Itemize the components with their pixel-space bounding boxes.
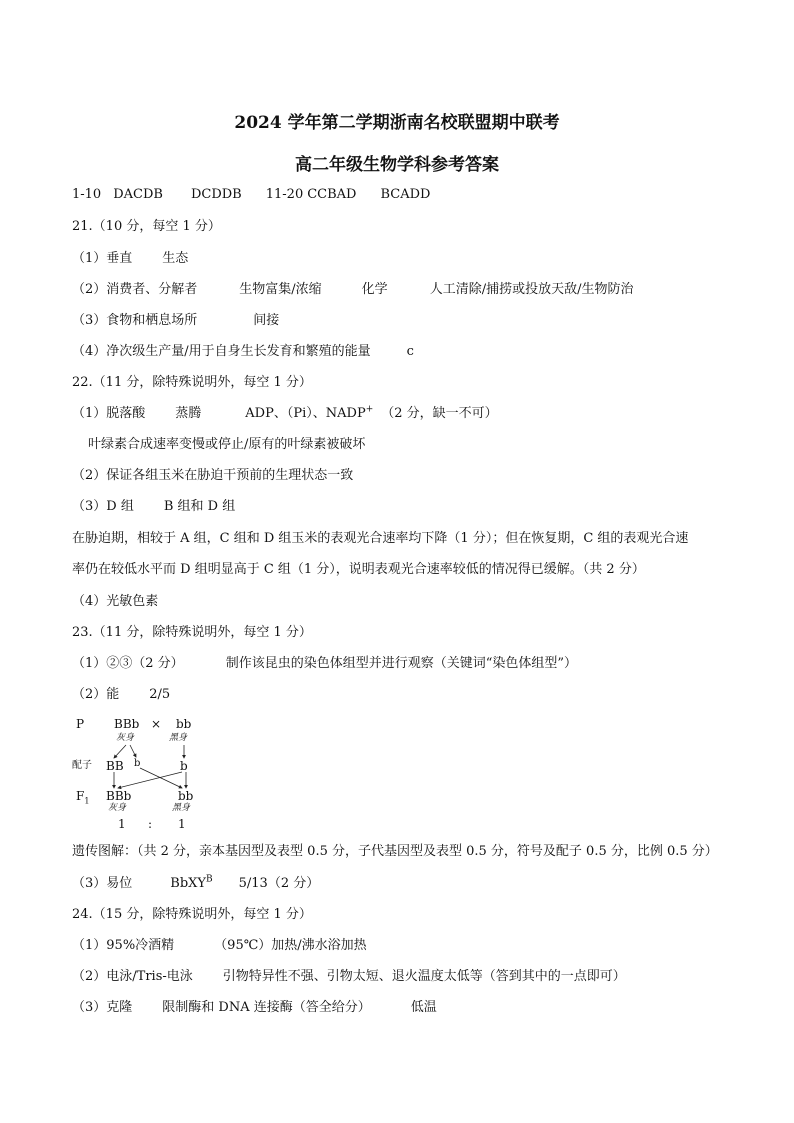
f1-label-subscript: 1 xyxy=(84,796,90,806)
q21-heading: 21.（10 分，每空 1 分） xyxy=(72,219,221,234)
p-label: P xyxy=(76,717,85,731)
q23-1-answer-a: （1）②③（2 分） xyxy=(72,656,184,671)
nadp-superscript: + xyxy=(365,404,374,415)
q23-3-answer-a: （3）易位 xyxy=(72,876,133,891)
q24-heading: 24.（15 分，除特殊说明外，每空 1 分） xyxy=(72,907,312,922)
q23-heading: 23.（11 分，除特殊说明外，每空 1 分） xyxy=(72,625,312,640)
parent-1-phenotype: 灰身 xyxy=(116,733,135,743)
gamete-b-1: b xyxy=(134,758,141,769)
q22-1-answer-a: （1）脱落酸 xyxy=(72,406,146,421)
q24-part1 xyxy=(72,937,367,955)
offspring-1-genotype: BBb xyxy=(106,789,132,803)
range-11-20: 11-20 xyxy=(265,187,304,202)
gamete-b-2: b xyxy=(180,759,188,773)
q21-part3 xyxy=(72,312,279,330)
q24-2-answer-a: （2）电泳/Tris-电泳 xyxy=(72,969,193,984)
q22-3-answer-b: B 组和 D 组 xyxy=(163,499,236,514)
arrow-b-cross-1 xyxy=(140,768,182,788)
q24-3-answer-b: 限制酶和 DNA 连接酶（答全给分） xyxy=(162,1000,371,1015)
q22-3-answer-a: （3）D 组 xyxy=(72,499,134,514)
arrow-b-cross-2 xyxy=(118,772,182,788)
ratio-2: 1 xyxy=(178,817,186,831)
q23-part2 xyxy=(72,686,170,704)
q24-3-answer-c: 低温 xyxy=(410,1000,437,1015)
q23-1-answer-b: 制作该昆虫的染色体组型并进行观察（关键词“染色体组型”） xyxy=(225,656,577,671)
q21-2-answer-a: （2）消费者、分解者 xyxy=(72,282,198,297)
q22-part2: （2）保证各组玉米在胁迫干预前的生理状态一致 xyxy=(72,468,354,483)
q24-part3 xyxy=(72,999,437,1017)
range-1-10: 1-10 xyxy=(72,187,102,202)
q23-3-answer-c: 5/13（2 分） xyxy=(238,876,320,891)
q21-part2 xyxy=(72,281,633,299)
ratio-1: 1 xyxy=(118,817,126,831)
answers-11-15: CCBAD xyxy=(307,187,357,202)
q22-1-answer-c: ADP、（Pi）、NADP xyxy=(245,406,366,421)
q24-part2 xyxy=(72,968,626,986)
q21-3-answer-a: （3）食物和栖息场所 xyxy=(72,313,198,328)
answers-6-10: DCDDB xyxy=(190,187,242,202)
q23-3-answer-b: BbXY xyxy=(170,876,206,891)
q22-part1 xyxy=(72,405,498,423)
q24-1-answer-b: （95℃）加热/沸水浴加热 xyxy=(214,938,367,953)
page-subtitle: 高二年级生物学科参考答案 xyxy=(295,155,499,175)
arrow-parent1-b xyxy=(130,745,136,757)
q22-explanation-line2: 率仍在较低水平而 D 组明显高于 C 组（1 分），说明表观光合速率较低的情况得已缓解。（共 2 分） xyxy=(72,562,645,577)
parent-2-phenotype: 黑身 xyxy=(169,733,188,743)
q22-explanation-line1: 在胁迫期，相较于 A 组，C 组和 D 组玉米的表观光合速率均下降（1 分）；但在恢复期，C 组的表观光合速 xyxy=(72,531,689,546)
q23-diagram-scoring: 遗传图解：（共 2 分，亲本基因型及表型 0.5 分，子代基因型及表型 0.5 分，符号及配子 0.5 分，比例 0.5 分） xyxy=(72,844,718,859)
q21-4-answer-a: （4）净次级生产量/用于自身生长发育和繁殖的能量 xyxy=(72,344,371,359)
cross-symbol: × xyxy=(151,717,162,731)
q21-1-answer-b: 生态 xyxy=(162,251,189,266)
parent-1-genotype: BBb xyxy=(114,717,140,731)
gamete-bb: BB xyxy=(106,759,124,773)
q21-part4 xyxy=(72,343,414,361)
q23-part3 xyxy=(72,875,319,893)
offspring-2-genotype: bb xyxy=(178,789,194,803)
page-title: 2024 学年第二学期浙南名校联盟期中联考 xyxy=(234,113,560,133)
q24-3-answer-a: （3）克隆 xyxy=(72,1000,133,1015)
cross-lines xyxy=(70,712,210,832)
arrow-parent1-bb xyxy=(114,745,126,758)
answers-1-5: DACDB xyxy=(113,187,163,202)
q24-2-answer-b: 引物特异性不强、引物太短、退火温度太低等（答到其中的一点即可） xyxy=(222,969,626,984)
q22-part4: （4）光敏色素 xyxy=(72,594,159,609)
q21-3-answer-b: 间接 xyxy=(253,313,280,328)
choice-answers xyxy=(72,186,430,204)
ratio-separator: : xyxy=(148,817,153,831)
q21-2-answer-b: 生物富集/浓缩 xyxy=(239,282,322,297)
q21-part1 xyxy=(72,250,188,268)
gamete-label: 配子 xyxy=(72,760,92,771)
q21-4-answer-b: c xyxy=(406,344,414,359)
q23-2-answer-a: （2）能 xyxy=(72,687,120,702)
f1-label-text: F xyxy=(76,789,85,803)
q22-heading: 22.（11 分，除特殊说明外，每空 1 分） xyxy=(72,375,312,390)
genetic-cross-diagram xyxy=(70,712,210,832)
q22-1-note: （2 分，缺一不可） xyxy=(381,406,498,421)
offspring-2-phenotype: 黑身 xyxy=(172,803,191,813)
q21-1-answer-a: （1）垂直 xyxy=(72,251,133,266)
q22-1-answer-b: 蒸腾 xyxy=(175,406,202,421)
q24-1-answer-a: （1）95%冷酒精 xyxy=(72,938,175,953)
q21-2-answer-c: 化学 xyxy=(361,282,388,297)
q23-part1 xyxy=(72,655,577,673)
q22-part3 xyxy=(72,498,235,516)
parent-2-genotype: bb xyxy=(176,717,192,731)
genotype-superscript: B xyxy=(206,874,213,885)
offspring-1-phenotype: 灰身 xyxy=(108,803,127,813)
answers-16-20: BCADD xyxy=(380,187,431,202)
q21-2-answer-d: 人工清除/捕捞或投放天敌/生物防治 xyxy=(429,282,634,297)
q23-2-answer-b: 2/5 xyxy=(149,687,171,702)
q22-part1-extra: 叶绿素合成速率变慢或停止/原有的叶绿素被破坏 xyxy=(88,437,366,452)
